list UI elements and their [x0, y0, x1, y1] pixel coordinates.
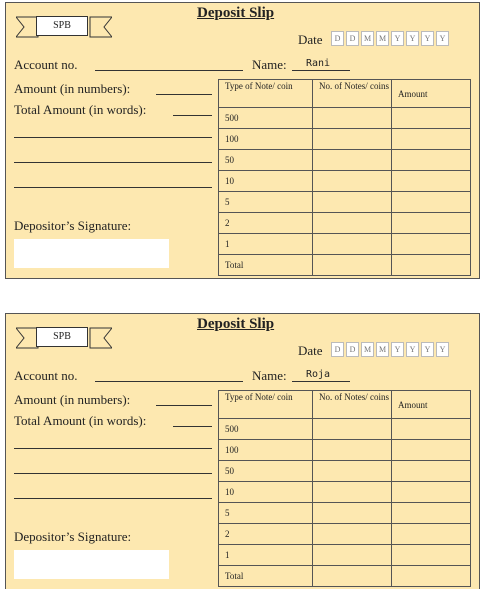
signature-box[interactable] — [14, 239, 169, 268]
account-label: Account no. — [14, 57, 78, 72]
amount-words-line[interactable] — [14, 137, 212, 138]
amount-words-line[interactable] — [14, 448, 212, 449]
count-cell[interactable] — [313, 108, 392, 129]
signature-label: Depositor’s Signature: — [14, 218, 132, 233]
count-cell[interactable] — [313, 192, 392, 213]
amount-cell[interactable] — [392, 524, 471, 545]
row-total: Total — [219, 255, 313, 276]
date-box[interactable]: Y — [406, 342, 419, 357]
row-denomination: 10 — [219, 171, 313, 192]
amount-words-field[interactable] — [173, 426, 212, 427]
date-field[interactable] — [331, 31, 451, 46]
date-box[interactable]: D — [331, 31, 344, 46]
date-box[interactable]: Y — [391, 342, 404, 357]
header-count: No. of Notes/ coins — [313, 80, 392, 108]
count-cell[interactable] — [313, 213, 392, 234]
name-field[interactable] — [292, 381, 350, 382]
amount-cell[interactable] — [392, 129, 471, 150]
date-box[interactable]: M — [376, 31, 389, 46]
amount-cell[interactable] — [392, 150, 471, 171]
row-denomination: 10 — [219, 482, 313, 503]
date-box[interactable]: M — [361, 31, 374, 46]
date-box[interactable]: D — [346, 31, 359, 46]
row-denomination: 5 — [219, 503, 313, 524]
amount-cell[interactable] — [392, 440, 471, 461]
date-box[interactable]: M — [361, 342, 374, 357]
date-field[interactable] — [331, 342, 451, 357]
slip-title: Deposit Slip — [197, 5, 275, 21]
denomination-table — [218, 79, 471, 276]
header-note-type: Type of Note/ coin — [219, 80, 313, 108]
signature-box[interactable] — [14, 550, 169, 579]
name-value: Roja — [306, 369, 331, 380]
date-box[interactable]: D — [346, 342, 359, 357]
deposit-slip-1 — [5, 2, 480, 279]
amount-words-label: Total Amount (in words): — [14, 102, 147, 117]
amount-words-field[interactable] — [173, 115, 212, 116]
date-box[interactable]: Y — [436, 31, 449, 46]
date-box[interactable]: Y — [406, 31, 419, 46]
account-label: Account no. — [14, 368, 78, 383]
row-denomination: 500 — [219, 108, 313, 129]
denomination-table — [218, 390, 471, 587]
amount-cell[interactable] — [392, 419, 471, 440]
row-denomination: 100 — [219, 440, 313, 461]
row-denomination: 5 — [219, 192, 313, 213]
count-cell[interactable] — [313, 503, 392, 524]
header-amount: Amount — [392, 391, 471, 419]
signature-label: Depositor’s Signature: — [14, 529, 132, 544]
date-box[interactable]: Y — [391, 31, 404, 46]
count-cell[interactable] — [313, 461, 392, 482]
date-label: Date — [298, 343, 323, 358]
amount-words-line[interactable] — [14, 473, 212, 474]
bank-ribbon — [16, 324, 112, 352]
amount-cell[interactable] — [392, 503, 471, 524]
amount-cell[interactable] — [392, 461, 471, 482]
name-label: Name: — [252, 368, 287, 383]
count-cell[interactable] — [313, 482, 392, 503]
date-box[interactable]: M — [376, 342, 389, 357]
count-cell[interactable] — [313, 419, 392, 440]
name-value: Rani — [306, 58, 331, 69]
name-label: Name: — [252, 57, 287, 72]
row-total: Total — [219, 566, 313, 587]
date-box[interactable]: Y — [421, 342, 434, 357]
amount-cell[interactable] — [392, 213, 471, 234]
count-cell[interactable] — [313, 129, 392, 150]
amount-numbers-field[interactable] — [156, 94, 212, 95]
count-cell[interactable] — [313, 524, 392, 545]
amount-cell[interactable] — [392, 108, 471, 129]
date-box[interactable]: D — [331, 342, 344, 357]
date-box[interactable]: Y — [421, 31, 434, 46]
amount-words-line[interactable] — [14, 162, 212, 163]
count-cell[interactable] — [313, 171, 392, 192]
count-cell[interactable] — [313, 255, 392, 276]
amount-cell[interactable] — [392, 171, 471, 192]
account-field[interactable] — [95, 381, 243, 382]
amount-numbers-field[interactable] — [156, 405, 212, 406]
count-cell[interactable] — [313, 440, 392, 461]
row-denomination: 50 — [219, 461, 313, 482]
amount-words-label: Total Amount (in words): — [14, 413, 147, 428]
bank-name: SPB — [36, 327, 88, 347]
bank-ribbon — [16, 13, 112, 41]
count-cell[interactable] — [313, 566, 392, 587]
row-denomination: 500 — [219, 419, 313, 440]
count-cell[interactable] — [313, 545, 392, 566]
amount-cell[interactable] — [392, 482, 471, 503]
header-amount: Amount — [392, 80, 471, 108]
row-denomination: 2 — [219, 213, 313, 234]
deposit-slip-2 — [5, 313, 480, 589]
row-denomination: 2 — [219, 524, 313, 545]
amount-cell[interactable] — [392, 192, 471, 213]
amount-cell[interactable] — [392, 255, 471, 276]
row-denomination: 1 — [219, 234, 313, 255]
slip-title: Deposit Slip — [197, 316, 275, 332]
row-denomination: 50 — [219, 150, 313, 171]
amount-words-line[interactable] — [14, 498, 212, 499]
count-cell[interactable] — [313, 150, 392, 171]
name-field[interactable] — [292, 70, 350, 71]
date-label: Date — [298, 32, 323, 47]
amount-cell[interactable] — [392, 234, 471, 255]
header-note-type: Type of Note/ coin — [219, 391, 313, 419]
row-denomination: 100 — [219, 129, 313, 150]
count-cell[interactable] — [313, 234, 392, 255]
amount-words-line[interactable] — [14, 187, 212, 188]
bank-name: SPB — [36, 16, 88, 36]
amount-cell[interactable] — [392, 566, 471, 587]
amount-numbers-label: Amount (in numbers): — [14, 392, 131, 407]
header-count: No. of Notes/ coins — [313, 391, 392, 419]
amount-numbers-label: Amount (in numbers): — [14, 81, 131, 96]
date-box[interactable]: Y — [436, 342, 449, 357]
account-field[interactable] — [95, 70, 243, 71]
amount-cell[interactable] — [392, 545, 471, 566]
row-denomination: 1 — [219, 545, 313, 566]
